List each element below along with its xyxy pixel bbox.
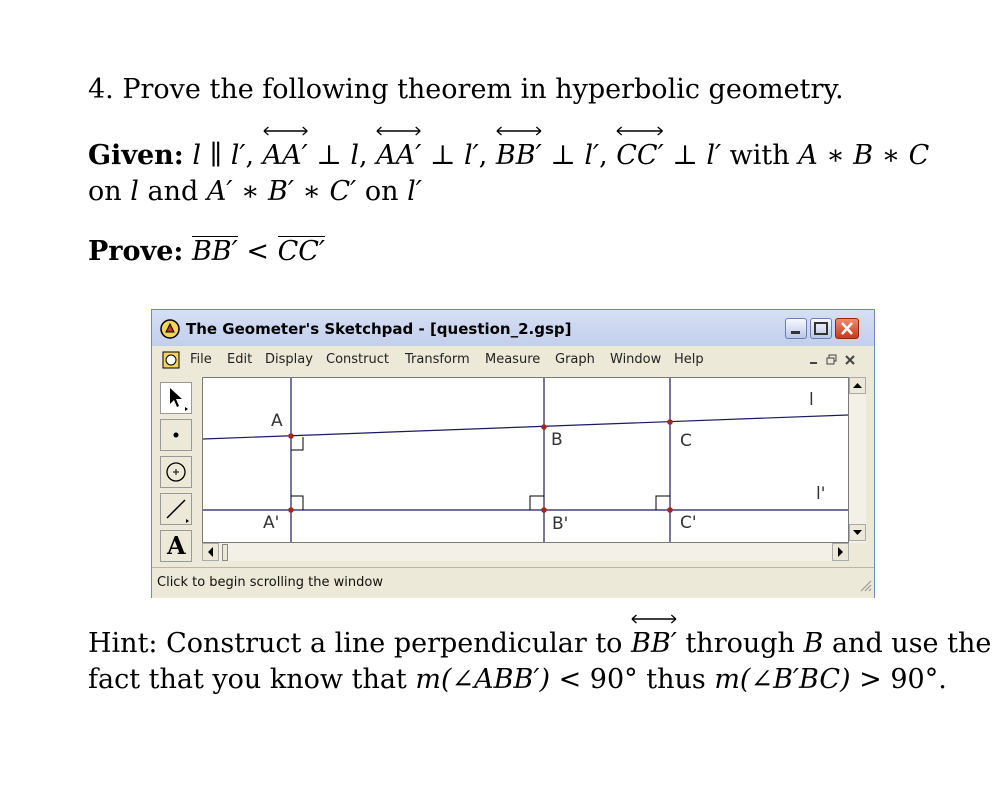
on-word: on <box>88 176 122 207</box>
doc-restore-icon[interactable] <box>825 352 839 371</box>
hint-line-2 <box>88 664 947 695</box>
label-C-prime[interactable]: C' <box>680 513 697 533</box>
window-title: The Geometer's Sketchpad - [question_2.gsp] <box>186 320 572 338</box>
given-line-2 <box>88 176 422 207</box>
right-arrow-icon <box>833 544 848 560</box>
title-bar[interactable] <box>152 310 874 346</box>
menu-bar <box>152 346 874 374</box>
hint-thus: thus <box>646 664 706 695</box>
scroll-down-button[interactable] <box>849 524 866 541</box>
segment-icon <box>161 494 191 524</box>
up-arrow-icon <box>850 378 865 393</box>
given-lprime-3: l′ <box>584 140 600 171</box>
prove-label: Prove: <box>88 236 184 267</box>
minimize-button[interactable] <box>785 318 807 339</box>
perp-symbol: ⊥ <box>429 140 456 171</box>
hint-text-1b: through <box>685 628 795 659</box>
scroll-thumb[interactable] <box>222 544 228 561</box>
hint-text-1c: and use the <box>831 628 992 659</box>
menu-help[interactable]: Help <box>674 352 704 367</box>
app-icon <box>160 319 180 343</box>
arrow-tool[interactable] <box>160 382 192 414</box>
given-lprime-2: l′ <box>463 140 479 171</box>
menu-construct[interactable]: Construct <box>326 352 389 367</box>
doc-close-icon[interactable] <box>843 352 857 371</box>
menu-measure[interactable]: Measure <box>485 352 541 367</box>
menu-display[interactable]: Display <box>265 352 313 367</box>
scroll-up-button[interactable] <box>849 377 866 394</box>
label-A-prime[interactable]: A' <box>263 513 280 533</box>
comma: , <box>245 140 255 171</box>
segment-CC-prime: CC′ <box>277 236 326 267</box>
sketchpad-window <box>151 309 875 598</box>
vertical-scrollbar[interactable] <box>849 377 866 543</box>
line-CC-prime: CC′ <box>616 140 663 171</box>
text-tool[interactable] <box>160 530 192 562</box>
right-angle-B-prime <box>530 496 544 510</box>
on-word-2: on <box>364 176 399 207</box>
hint-lt90: < 90° <box>558 664 638 695</box>
menu-file[interactable]: File <box>190 352 212 367</box>
label-B-prime[interactable]: B' <box>552 514 569 534</box>
comma: , <box>599 140 608 171</box>
less-than: < <box>246 236 270 267</box>
comma: , <box>359 140 368 171</box>
point-A <box>288 433 294 439</box>
given-l-3: l <box>130 176 139 207</box>
perp-symbol: ⊥ <box>316 140 342 171</box>
hint-text-2a: fact that you know that <box>88 664 407 695</box>
heading-text: 4. Prove the following theorem in hyperbolic geometry. <box>88 74 844 105</box>
prove-line <box>88 236 325 267</box>
point-tool[interactable] <box>160 419 192 451</box>
problem-heading <box>88 74 844 105</box>
parallel-symbol: ∥ <box>209 140 223 171</box>
line-l <box>203 415 848 439</box>
line-AA-prime-1: AA′ <box>263 140 308 171</box>
line-BB-prime: BB′ <box>496 140 542 171</box>
status-text: Click to begin scrolling the window <box>157 575 383 590</box>
point-B-prime <box>541 507 547 513</box>
and-word: and <box>147 176 199 207</box>
compass-tool[interactable] <box>160 456 192 488</box>
construction-drawing <box>203 378 848 542</box>
right-angle-A <box>291 437 303 450</box>
hint-angle-BBC: m(∠B′BC) <box>714 664 851 695</box>
point-C-prime <box>667 507 673 513</box>
given-lprime: l′ <box>230 140 246 171</box>
circle-icon <box>161 457 191 487</box>
menu-edit[interactable]: Edit <box>227 352 253 367</box>
doc-icon[interactable] <box>162 351 180 373</box>
left-arrow-icon <box>203 544 218 560</box>
perp-symbol: ⊥ <box>550 140 576 171</box>
comma: , <box>478 140 488 171</box>
sketch-canvas[interactable] <box>202 377 849 543</box>
menu-window[interactable]: Window <box>610 352 662 367</box>
hint-line-BB-prime: BB′ <box>631 628 677 659</box>
status-bar <box>152 567 874 598</box>
given-lprime-5: l′ <box>407 176 422 207</box>
point-B <box>541 424 547 430</box>
scroll-left-button[interactable] <box>202 543 219 561</box>
resize-grip-icon[interactable] <box>858 577 872 596</box>
down-arrow-icon <box>850 525 865 540</box>
doc-minimize-icon[interactable] <box>807 352 821 371</box>
hint-text-1a: Hint: Construct a line perpendicular to <box>88 628 623 659</box>
scroll-right-button[interactable] <box>832 543 849 561</box>
label-C[interactable]: C <box>680 431 692 451</box>
label-B[interactable]: B <box>551 430 563 450</box>
label-A[interactable]: A <box>271 411 283 431</box>
hint-line-1 <box>88 628 991 659</box>
maximize-button[interactable] <box>810 318 832 339</box>
perp-symbol: ⊥ <box>672 140 698 171</box>
close-button[interactable] <box>835 318 859 339</box>
hint-gt90: > 90°. <box>859 664 947 695</box>
given-label: Given: <box>88 140 184 171</box>
order-primes: A′ ∗ B′ ∗ C′ <box>206 176 357 207</box>
hint-angle-ABB: m(∠ABB′) <box>415 664 550 695</box>
arrow-icon <box>161 383 191 413</box>
given-l: l <box>192 140 202 171</box>
label-l-prime[interactable]: l' <box>816 484 826 504</box>
given-lprime-4: l′ <box>706 140 722 171</box>
point-C <box>667 419 673 425</box>
label-l[interactable]: l <box>809 390 814 410</box>
point-A-prime <box>288 507 294 513</box>
hint-B: B <box>803 628 824 659</box>
segment-BB-prime: BB′ <box>191 236 238 267</box>
straightedge-tool[interactable] <box>160 493 192 525</box>
with-word: with <box>729 140 790 171</box>
right-angle-C-prime <box>656 496 670 510</box>
menu-graph[interactable]: Graph <box>555 352 595 367</box>
horizontal-scrollbar[interactable] <box>202 543 849 561</box>
menu-transform[interactable]: Transform <box>405 352 470 367</box>
text-tool-label: A <box>167 531 186 560</box>
point-icon <box>161 420 191 450</box>
given-line-1 <box>88 140 929 171</box>
toolbox <box>160 382 194 566</box>
order-abc: A ∗ B ∗ C <box>798 140 930 171</box>
given-l-2: l <box>350 140 360 171</box>
line-AA-prime-2: AA′ <box>376 140 421 171</box>
